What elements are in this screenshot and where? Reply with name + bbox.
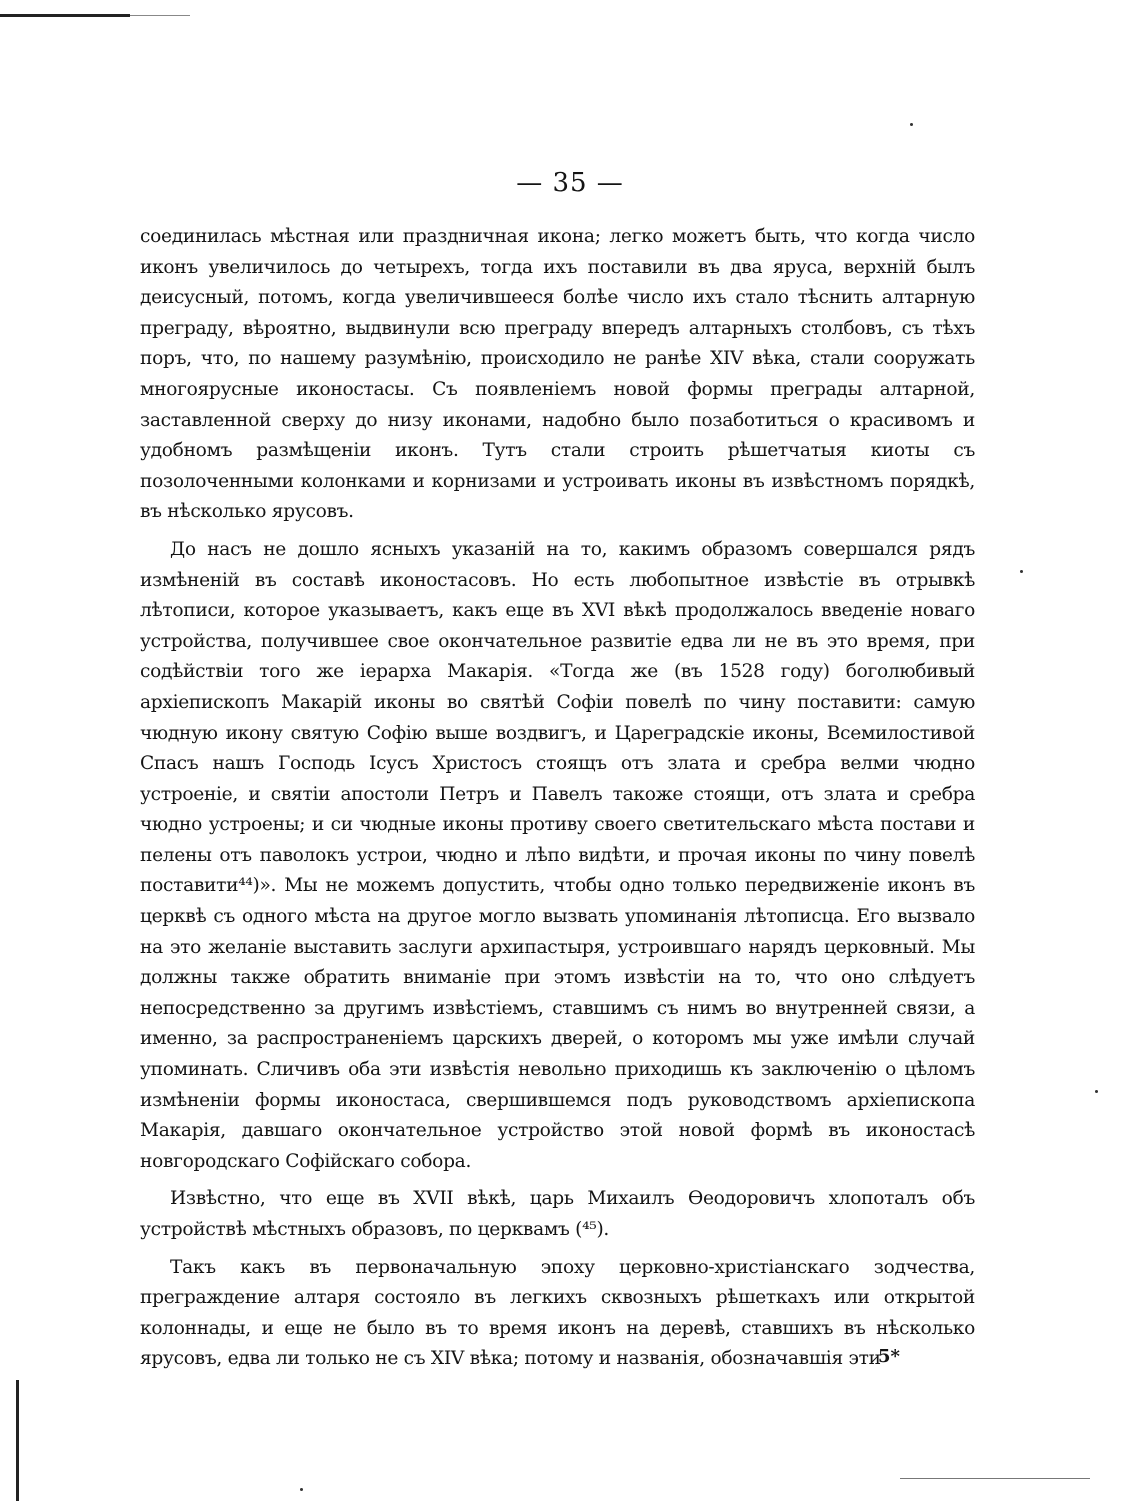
scan-speck <box>1095 1090 1098 1093</box>
scan-edge-mark-top <box>0 14 130 17</box>
scan-edge-mark-top-thin <box>130 15 190 16</box>
scan-speck <box>910 123 913 126</box>
paragraph: Такъ какъ въ первоначальную эпоху церковно-христіанскаго зодчества, преграждение алтаря состояло въ легкихъ сквозныхъ рѣшеткахъ или открытой колоннады, и еще не было въ то время иконъ на деревѣ, ставшихъ въ нѣсколько ярусовъ, едва ли только не съ XIV вѣка; потому и названія, обозначавшія эти <box>140 1256 975 1370</box>
paragraph: соединилась мѣстная или праздничная икона; легко можетъ быть, что когда число иконъ увеличилось до четырехъ, тогда ихъ поставили въ два яруса, верхній былъ деисусный, потомъ, когда увеличившееся болѣе число ихъ стало тѣснить алтарную преграду, вѣроятно, выдвинули всю преграду впередъ алтарныхъ столбовъ, съ тѣхъ поръ, что, по нашему разумѣнію, происходило не ранѣе XIV вѣка, стали сооружать многоярусные иконостасы. Съ появленіемъ новой формы преграды алтарной, заставленной сверху до низу иконами, надобно было позаботиться о красивомъ и удобномъ размѣщеніи иконъ. Тутъ стали строить рѣшетчатыя киоты съ позолоченными колонками и корнизами и устроивать иконы въ извѣстномъ порядкѣ, въ нѣсколько ярусовъ. <box>140 226 975 523</box>
scan-speck <box>1020 570 1023 573</box>
scan-speck <box>300 1488 303 1491</box>
scan-edge-mark-bottom <box>900 1478 1090 1479</box>
paragraph: Извѣстно, что еще въ XVII вѣкѣ, царь Михаилъ Ѳеодоровичъ хлопоталъ объ устройствѣ мѣстныхъ образовъ, по церквамъ (⁴⁵). <box>140 1188 975 1240</box>
signature-mark: 5* <box>878 1346 900 1367</box>
page-number: — 35 — <box>516 168 624 198</box>
body-text <box>140 222 975 1375</box>
scan-edge-mark-left <box>16 1380 19 1501</box>
paragraph: До насъ не дошло ясныхъ указаній на то, какимъ образомъ совершался рядъ измѣненій въ составѣ иконостасовъ. Но есть любопытное извѣстіе въ отрывкѣ лѣтописи, которое указываетъ, какъ еще въ XVI вѣкѣ продолжалось введеніе новаго устройства, получившее свое окончательное развитіе едва ли не въ это время, при содѣйствіи того же іерарха Макарія. «Тогда же (въ 1528 году) боголюбивый архіепископъ Макарій иконы во святѣй Софіи повелѣ по чину поставити: самую чюдную икону святую Софію выше воздвигъ, и Цареградскіе иконы, Всемилостивой Спасъ нашъ Господь Ісусъ Христосъ стоящъ отъ злата и сребра велми чюдно устроеніе, и святіи апостоли Петръ и Павелъ такоже стоящи, отъ злата и сребра чюдно устроены; и си чюдные иконы противу своего светительскаго мѣста постави и пелены отъ паволокъ устрои, чюдно и лѣпо видѣти, и прочая иконы по чину повелѣ поставити⁴⁴)». Мы не можемъ допустить, чтобы одно только передвиженіе иконъ въ церквѣ съ одного мѣста на другое могло вызвать упоминанія лѣтописца. Его вызвало на это желаніе выставить заслуги архипастыря, устроившаго нарядъ церковный. Мы должны также обратить вниманіе при этомъ извѣстіи на то, что оно слѣдуетъ непосредственно за другимъ извѣстіемъ, ставшимъ съ нимъ во внутренней связи, а именно, за распространеніемъ царскихъ дверей, о которомъ мы уже имѣли случай упоминать. Сличивъ оба эти извѣстія невольно приходишь къ заключенію о цѣломъ измѣненіи формы иконостаса, свершившемся подъ руководствомъ архіепископа Макарія, давшаго окончательное устройство этой новой формѣ въ иконостасѣ новгородскаго Софійскаго собора. <box>140 538 975 1172</box>
